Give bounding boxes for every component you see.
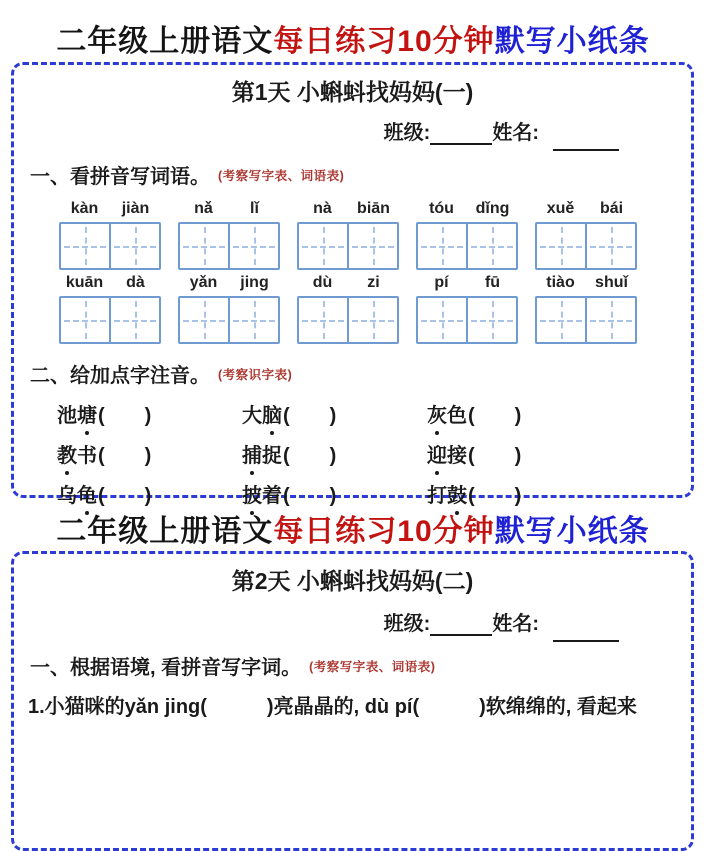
word-item [57,479,242,508]
pinyin-syllable: kàn [70,200,99,217]
class-name-row [14,609,691,636]
writing-boxes [59,222,161,270]
pinyin-labels [178,274,280,296]
class-name-row [14,118,691,145]
pinyin-syllable: tóu [429,200,454,217]
word-char: 教 [57,439,77,468]
section2-title: 二、给加点字注音。 [30,365,210,387]
pinyin-labels [416,274,518,296]
day-title: 第2天 小蝌蚪找妈妈(二) [231,568,474,594]
writing-boxes [178,222,280,270]
writing-boxes [535,222,637,270]
word-char: 脑 [262,399,282,428]
pinyin-word-group [416,200,518,270]
pinyin-syllable: dù [312,274,333,291]
pinyin-syllable: biān [357,200,390,217]
blank-parens[interactable]: ( ) [412,696,486,718]
word-char: 书 [77,445,97,467]
pinyin-writing-grid [59,200,691,344]
word-char: 打 [427,485,447,507]
writing-square[interactable] [299,298,347,342]
writing-square[interactable] [537,224,585,268]
word-item [427,399,612,428]
word-item [57,399,242,428]
pinyin-syllable: jing [240,274,269,291]
banner-part-black: 二年级上册语文 [56,25,274,58]
banner-title [0,16,706,60]
writing-boxes [416,222,518,270]
writing-boxes [178,296,280,344]
writing-square[interactable] [347,224,397,268]
writing-square[interactable] [466,298,516,342]
word-char: 池 [57,405,77,427]
writing-square[interactable] [418,298,466,342]
blank-parens[interactable]: ( ) [468,405,522,427]
pinyin-labels [178,200,280,222]
class-blank-line[interactable] [430,119,492,145]
pinyin-syllable: lǐ [250,200,259,217]
pinyin-syllable: nǎ [194,200,213,217]
name-blank-line[interactable] [553,616,619,642]
word-char: 接 [447,445,467,467]
blank-parens[interactable]: ( ) [283,485,337,507]
writing-boxes [535,296,637,344]
writing-boxes [416,296,518,344]
writing-square[interactable] [228,298,278,342]
section1-title: 一、根据语境, 看拼音写字词。 [30,657,302,679]
sentence-line [28,690,685,719]
pinyin-syllable: bái [599,200,624,217]
pinyin-syllable: shuǐ [595,274,628,291]
writing-square[interactable] [347,298,397,342]
banner-part-red: 每日练习10分钟 [273,515,495,548]
name-label: 姓名: [492,122,539,144]
sentence-segment: 1.小猫咪的 [28,696,125,718]
pinyin-syllable: yǎn [189,274,218,291]
writing-boxes [297,222,399,270]
word-char: 乌 [57,485,77,507]
word-char: 捉 [262,445,282,467]
pinyin-syllable: zi [367,274,380,291]
word-char: 塘 [77,399,97,428]
word-char: 捕 [242,439,262,468]
pinyin-word-group [535,274,637,344]
pinyin-syllable: xuě [546,200,575,217]
word-item [57,439,242,468]
writing-square[interactable] [228,224,278,268]
word-item [427,439,612,468]
writing-square[interactable] [109,224,159,268]
pinyin-labels [59,200,161,222]
word-row [57,439,691,468]
pinyin-labels [297,274,399,296]
banner-part-blue: 默写小纸条 [494,515,650,548]
pinyin-labels [416,200,518,222]
section1-title: 一、看拼音写词语。 [30,166,210,188]
word-char: 着 [262,485,282,507]
section2-heading [30,359,691,388]
pinyin-word-group [178,274,280,344]
word-item [427,479,612,508]
writing-square[interactable] [109,298,159,342]
pinyin-word-group [535,200,637,270]
banner-part-red: 每日练习10分钟 [273,25,495,58]
word-char: 龟 [77,479,97,508]
blank-parens[interactable]: ( ) [283,445,337,467]
banner-part-blue: 默写小纸条 [494,25,650,58]
sentence-segment: 亮晶晶的, [273,696,365,718]
pinyin-syllable: jiàn [121,200,150,217]
banner-title [0,506,706,550]
writing-square[interactable] [180,224,228,268]
pinyin-syllable: fū [484,274,501,291]
section1-note: (考察写字表、词语表) [218,168,345,183]
blank-parens[interactable]: ( ) [468,445,522,467]
word-char: 披 [242,479,262,508]
blank-parens[interactable]: ( ) [200,696,274,718]
pinyin-word-group [297,274,399,344]
word-row [57,399,691,428]
class-label: 班级: [383,122,431,144]
pinyin-word-group [59,274,161,344]
word-item [242,399,427,428]
pinyin-syllable: dà [126,274,145,291]
writing-square[interactable] [585,298,635,342]
class-blank-line[interactable] [430,610,492,636]
writing-square[interactable] [180,298,228,342]
blank-parens[interactable]: ( ) [98,405,152,427]
pinyin-syllable: kuān [65,274,104,291]
writing-square[interactable] [418,224,466,268]
writing-square[interactable] [61,298,109,342]
blank-parens[interactable]: ( ) [98,445,152,467]
writing-square[interactable] [61,224,109,268]
word-char: 灰 [427,399,447,428]
pinyin-inline: yǎn jing [124,696,201,718]
pinyin-labels [535,200,637,222]
word-char: 鼓 [447,479,467,508]
name-blank-line[interactable] [553,125,619,151]
blank-parens[interactable]: ( ) [283,405,337,427]
name-label: 姓名: [492,613,539,635]
pinyin-syllable: nà [313,200,332,217]
pinyin-word-group [297,200,399,270]
blank-parens[interactable]: ( ) [468,485,522,507]
dotted-char-exercise [57,399,691,508]
pinyin-labels [535,274,637,296]
section2-note: (考察识字表) [218,367,293,382]
word-char: 迎 [427,439,447,468]
writing-square[interactable] [299,224,347,268]
writing-square[interactable] [585,224,635,268]
writing-boxes [297,296,399,344]
word-char: 色 [447,405,467,427]
section1-heading [30,160,691,189]
pinyin-inline: dù pí [364,696,413,718]
section1-heading [30,651,691,680]
word-char: 大 [242,405,262,427]
word-item [242,479,427,508]
writing-grid-row [59,200,691,270]
pinyin-word-group [178,200,280,270]
class-label: 班级: [383,613,431,635]
sentence-segment: 软绵绵的, 看起来 [485,696,637,718]
worksheet-card-day2 [11,551,694,851]
blank-parens[interactable]: ( ) [98,485,152,507]
day-title: 第1天 小蝌蚪找妈妈(一) [231,79,474,105]
writing-square[interactable] [466,224,516,268]
pinyin-syllable: tiào [546,274,575,291]
word-row [57,479,691,508]
writing-grid-row [59,274,691,344]
word-item [242,439,427,468]
section1-note: (考察写字表、词语表) [309,659,436,674]
pinyin-syllable: pí [434,274,449,291]
writing-boxes [59,296,161,344]
banner-part-black: 二年级上册语文 [56,515,274,548]
pinyin-labels [59,274,161,296]
pinyin-labels [297,200,399,222]
pinyin-word-group [59,200,161,270]
pinyin-syllable: dǐng [475,200,510,217]
worksheet-card-day1 [11,62,694,507]
pinyin-word-group [416,274,518,344]
writing-square[interactable] [537,298,585,342]
